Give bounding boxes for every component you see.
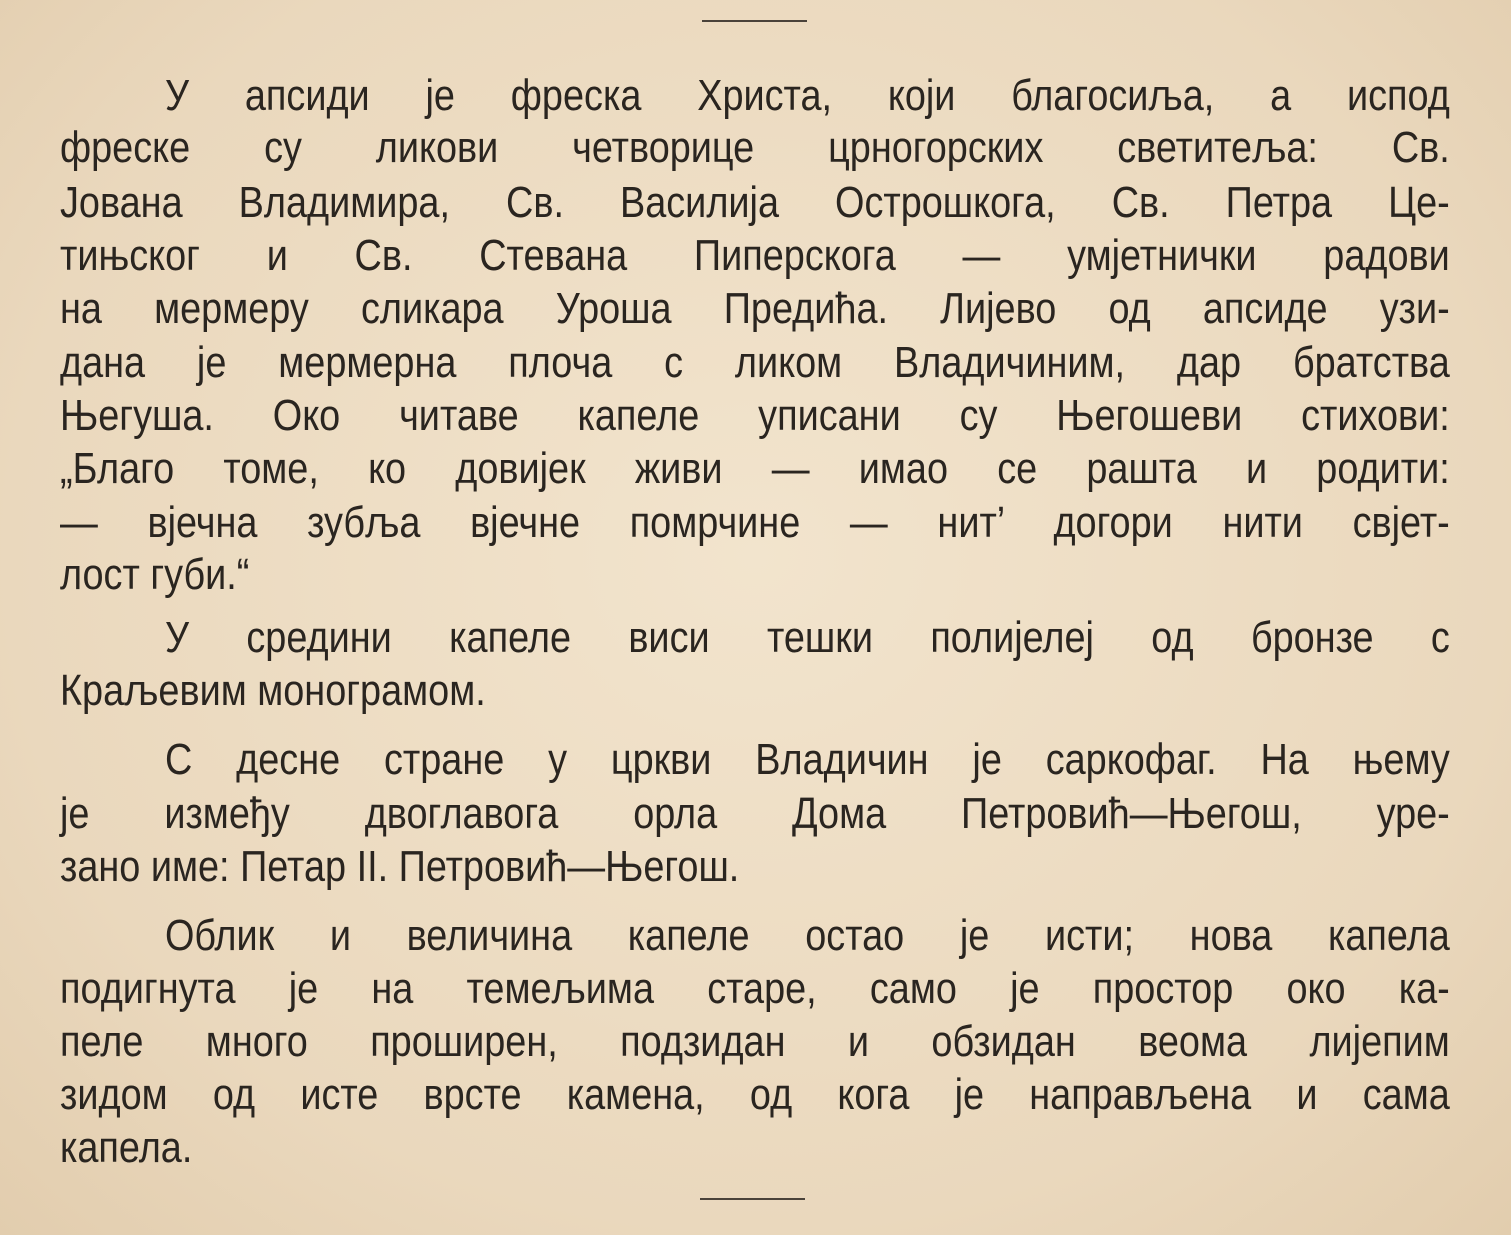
paragraph-1-line-1: У апсиди је фреска Христа, који благосиља, а испод (165, 71, 1450, 120)
paragraph-1-line-7: Његуша. Око читаве капеле уписани су Његошеви стихови: (60, 391, 1450, 440)
paragraph-1-line-9: — вјечна зубља вјечне помрчине — нит’ догори нити свјет- (60, 498, 1450, 547)
paragraph-1-line-3: Јована Владимира, Св. Василија Острошкога, Св. Петра Це- (60, 178, 1450, 227)
top-divider (702, 20, 807, 22)
paragraph-1-line-2: фреске су ликови четворице црногорских светитеља: Св. (60, 123, 1450, 172)
paragraph-4-line-2: подигнута је на темељима старе, само је простор око ка- (60, 964, 1450, 1013)
paragraph-4-line-3: пеле много проширен, подзидан и обзидан веома лијепим (60, 1017, 1450, 1066)
paragraph-1-line-5: на мермеру сликара Уроша Предића. Лијево од апсиде узи- (60, 284, 1450, 333)
paragraph-2-line-1: У средини капеле виси тешки полијелеј од бронзе с (165, 613, 1450, 662)
paragraph-3-line-2: је између двоглавога орла Дома Петровић—Његош, уре- (60, 789, 1450, 838)
paragraph-3-line-1: С десне стране у цркви Владичин је саркофаг. На њему (165, 735, 1450, 784)
paragraph-4-line-4: зидом од исте врсте камена, од кога је направљена и сама (60, 1070, 1450, 1119)
paragraph-1-line-10: лост губи.“ (60, 550, 250, 599)
paragraph-3-line-3: зано име: Петар II. Петровић—Његош. (60, 842, 740, 891)
paragraph-1-line-4: тињског и Св. Стевана Пиперскога — умјетнички радови (60, 231, 1450, 280)
paragraph-1-line-8: „Благо томе, ко довијек живи — имао се рашта и родити: (60, 444, 1450, 493)
paragraph-4-line-5: капела. (60, 1123, 193, 1172)
bottom-divider (700, 1198, 805, 1200)
paragraph-2-line-2: Краљевим монограмом. (60, 666, 486, 715)
paragraph-1-line-6: дана је мермерна плоча с ликом Владичиним, дар братства (60, 338, 1450, 387)
paragraph-4-line-1: Облик и величина капеле остао је исти; нова капела (165, 911, 1450, 960)
